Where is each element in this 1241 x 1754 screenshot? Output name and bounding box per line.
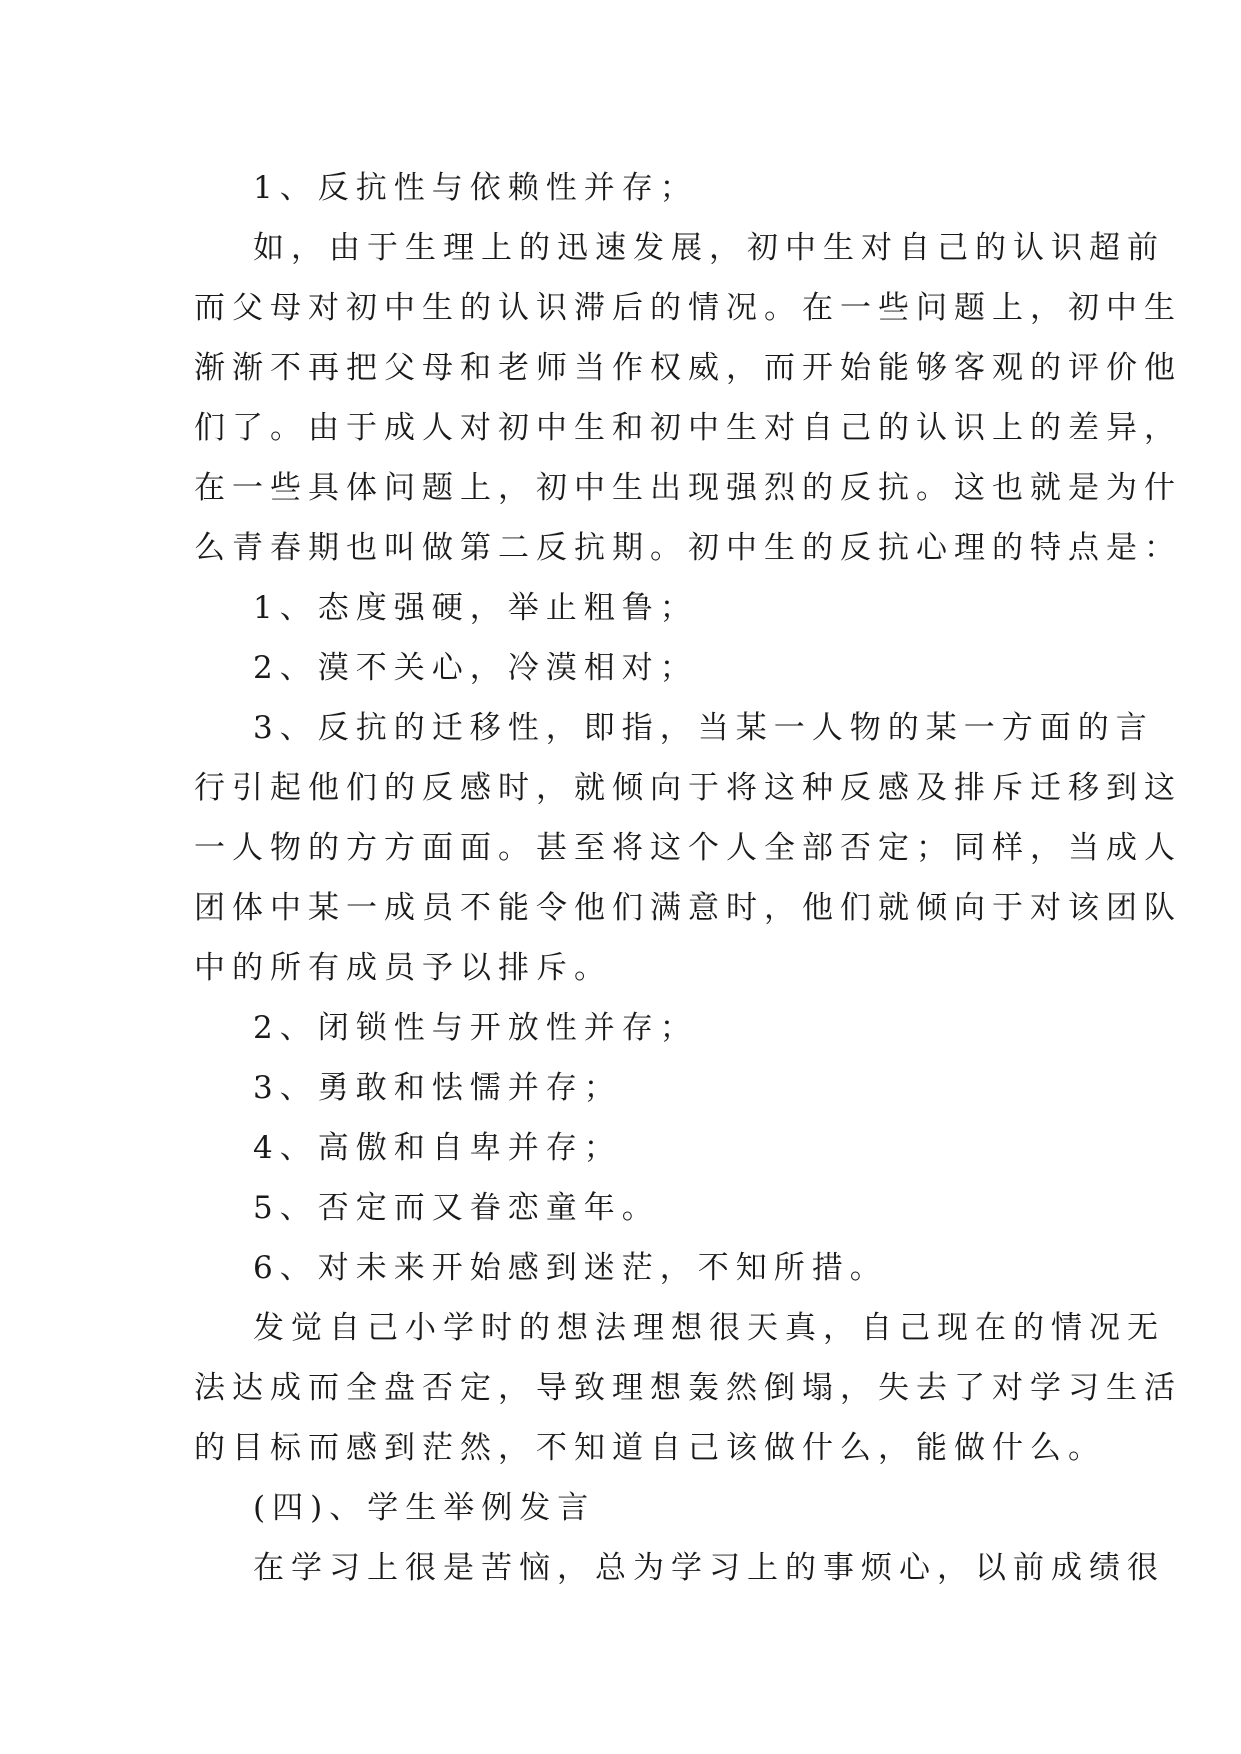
text-line: 5、否定而又眷恋童年。 bbox=[253, 1190, 660, 1226]
text-line: 行引起他们的反感时，就倾向于将这种反感及排斥迁移到这 bbox=[194, 770, 1182, 806]
text-line: 如，由于生理上的迅速发展，初中生对自己的认识超前 bbox=[253, 230, 1165, 266]
text-line: 3、反抗的迁移性，即指，当某一人物的某一方面的言 bbox=[253, 710, 1154, 746]
text-line: 2、漠不关心，冷漠相对； bbox=[253, 650, 698, 686]
text-line: 6、对未来开始感到迷茫，不知所措。 bbox=[253, 1250, 888, 1286]
text-line: 4、高傲和自卑并存； bbox=[253, 1130, 622, 1166]
text-line: 1、反抗性与依赖性并存； bbox=[253, 170, 698, 206]
text-line: 而父母对初中生的认识滞后的情况。在一些问题上，初中生 bbox=[194, 290, 1182, 326]
text-line: 团体中某一成员不能令他们满意时，他们就倾向于对该团队 bbox=[194, 890, 1182, 926]
text-line: 的目标而感到茫然，不知道自己该做什么，能做什么。 bbox=[194, 1430, 1106, 1466]
text-line: 2、闭锁性与开放性并存； bbox=[253, 1010, 698, 1046]
text-line: 么青春期也叫做第二反抗期。初中生的反抗心理的特点是： bbox=[194, 530, 1182, 566]
text-line: 1、态度强硬，举止粗鲁； bbox=[253, 590, 698, 626]
text-line: 3、勇敢和怯懦并存； bbox=[253, 1070, 622, 1106]
text-line: 们了。由于成人对初中生和初中生对自己的认识上的差异， bbox=[194, 410, 1182, 446]
text-line: 法达成而全盘否定，导致理想轰然倒塌，失去了对学习生活 bbox=[194, 1370, 1182, 1406]
text-line: 发觉自己小学时的想法理想很天真，自己现在的情况无 bbox=[253, 1310, 1165, 1346]
text-line: 在学习上很是苦恼，总为学习上的事烦心，以前成绩很 bbox=[253, 1550, 1165, 1586]
text-line: 在一些具体问题上，初中生出现强烈的反抗。这也就是为什 bbox=[194, 470, 1182, 506]
section-heading: (四)、学生举例发言 bbox=[253, 1490, 596, 1526]
text-line: 一人物的方方面面。甚至将这个人全部否定；同样，当成人 bbox=[194, 830, 1182, 866]
text-line: 中的所有成员予以排斥。 bbox=[194, 950, 612, 986]
text-line: 渐渐不再把父母和老师当作权威，而开始能够客观的评价他 bbox=[194, 350, 1182, 386]
